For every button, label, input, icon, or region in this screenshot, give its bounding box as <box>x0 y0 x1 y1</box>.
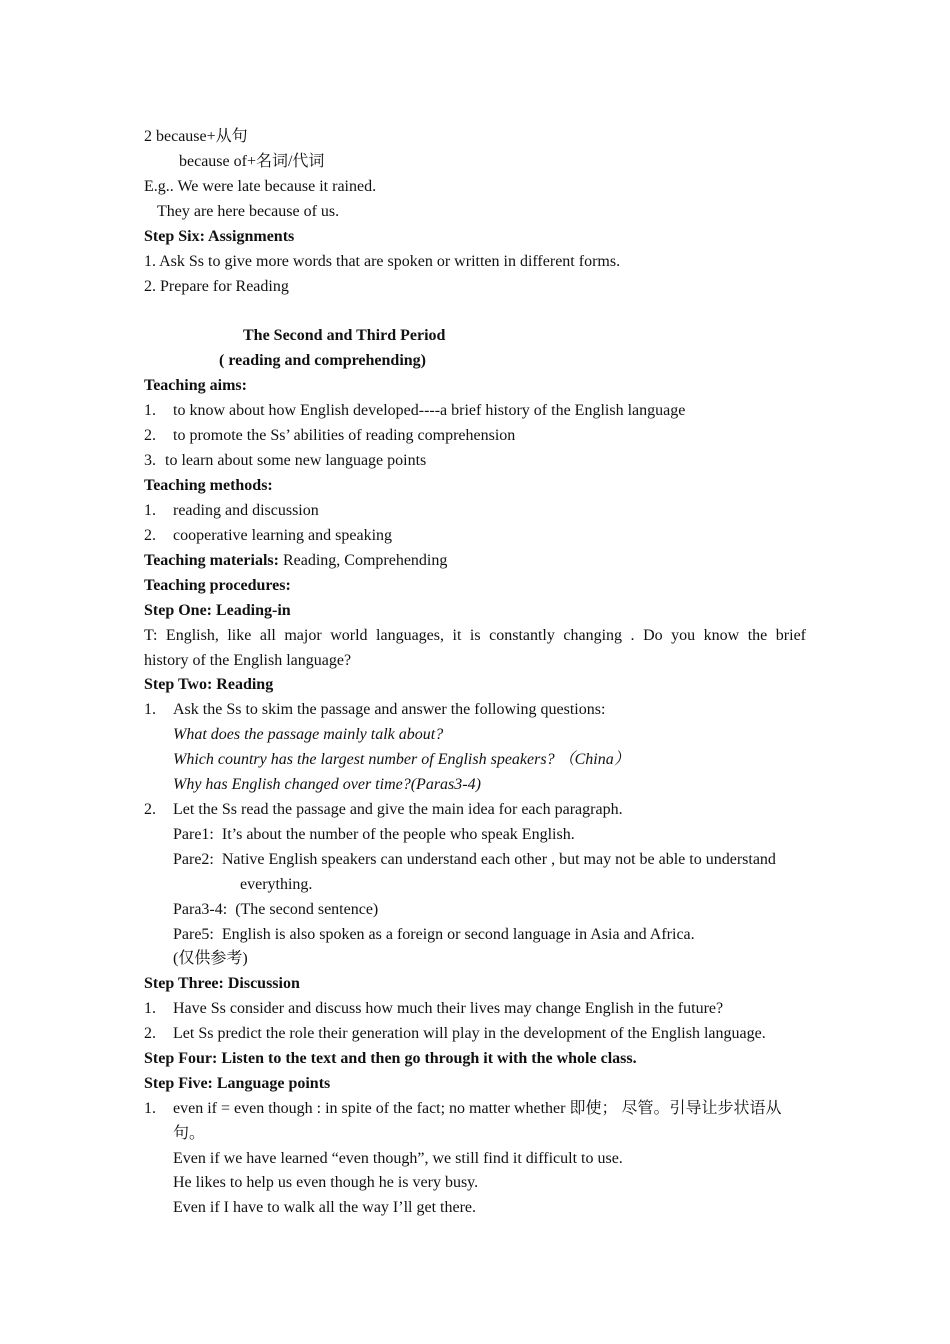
list-text: to learn about some new language points <box>165 452 427 469</box>
list-item <box>144 423 806 448</box>
paragraph-idea <box>173 922 806 947</box>
reference-note: (仅供参考) <box>173 950 248 967</box>
period-subtitle: ( reading and comprehending) <box>219 352 426 369</box>
list-item <box>144 697 806 722</box>
list-text: Have Ss consider and discuss how much their lives may change English in the future? <box>173 1000 724 1017</box>
materials-label: Teaching materials: <box>144 552 279 569</box>
question: Why has English changed over time?(Paras3-4) <box>173 776 481 793</box>
paragraph-idea <box>173 822 806 847</box>
example-sentence: They are here because of us. <box>157 203 340 220</box>
period-title: The Second and Third Period <box>243 327 446 344</box>
para-text: English is also spoken as a foreign or second language in Asia and Africa. <box>221 926 695 943</box>
list-item <box>144 1096 806 1121</box>
section-heading: Step Two: Reading <box>144 676 274 693</box>
list-number: 2. <box>144 1025 156 1042</box>
section-heading: Step Five: Language points <box>144 1075 331 1092</box>
para-text: Native English speakers can understand each other , but may not be able to understand <box>221 851 776 868</box>
because-of-rule: because of+名词/代词 <box>179 153 325 170</box>
list-number: 3. <box>144 452 156 469</box>
paragraph-idea <box>173 847 806 872</box>
list-item <box>144 498 806 523</box>
para-label: Para3-4: <box>173 901 228 918</box>
list-item <box>144 523 806 548</box>
example-sentence: Even if we have learned “even though”, we still find it difficult to use. <box>173 1150 623 1167</box>
section-heading: Step Three: Discussion <box>144 975 300 992</box>
example-sentence: Even if I have to walk all the way I’ll get there. <box>173 1199 476 1216</box>
list-number: 1. <box>144 1100 156 1117</box>
question: Which country has the largest number of English speakers? （China） <box>173 751 630 768</box>
para-text: (The second sentence) <box>235 901 379 918</box>
list-item <box>144 398 806 423</box>
list-item: 1. Ask Ss to give more words that are spoken or written in different forms. <box>144 253 621 270</box>
section-heading: Step Six: Assignments <box>144 228 295 245</box>
paragraph-line: history of the English language? <box>144 652 352 669</box>
list-item <box>144 1021 806 1046</box>
list-text: even if = even though : in spite of the fact; no matter whether 即使； 尽管。引导让步状语从 <box>173 1100 782 1117</box>
list-item <box>144 996 806 1021</box>
list-text: reading and discussion <box>173 502 319 519</box>
paragraph-line: T: English, like all major world languages, it is constantly changing . Do you know the brief <box>144 627 806 644</box>
list-number: 2. <box>144 527 156 544</box>
list-number: 1. <box>144 701 156 718</box>
section-heading: Step Four: Listen to the text and then go through it with the whole class. <box>144 1050 637 1067</box>
para-label: Pare5: <box>173 926 214 943</box>
example-sentence: E.g.. We were late because it rained. <box>144 178 377 195</box>
section-heading: Teaching aims: <box>144 377 247 394</box>
section-heading: Teaching methods: <box>144 477 273 494</box>
list-item <box>144 448 806 473</box>
question: What does the passage mainly talk about? <box>173 726 444 743</box>
list-text-continued: 句。 <box>173 1125 206 1142</box>
list-number: 1. <box>144 1000 156 1017</box>
list-text: Let Ss predict the role their generation will play in the development of the English language. <box>173 1025 766 1042</box>
para-text: It’s about the number of the people who speak English. <box>221 826 575 843</box>
list-text: Ask the Ss to skim the passage and answer the following questions: <box>173 701 606 718</box>
materials-value: Reading, Comprehending <box>278 552 448 569</box>
list-text: to promote the Ss’ abilities of reading comprehension <box>173 427 516 444</box>
list-number: 1. <box>144 402 156 419</box>
list-item <box>144 797 806 822</box>
section-heading: Teaching procedures: <box>144 577 291 594</box>
section-heading: Step One: Leading-in <box>144 602 291 619</box>
list-text: Let the Ss read the passage and give the main idea for each paragraph. <box>173 801 623 818</box>
para-label: Pare1: <box>173 826 214 843</box>
para-label: Pare2: <box>173 851 214 868</box>
paragraph-idea <box>173 897 806 922</box>
materials-line <box>144 548 806 573</box>
list-number: 1. <box>144 502 156 519</box>
list-text: cooperative learning and speaking <box>173 527 393 544</box>
paragraph-idea-continued: everything. <box>240 876 313 893</box>
list-text: to know about how English developed----a brief history of the English language <box>173 402 686 419</box>
example-sentence: He likes to help us even though he is very busy. <box>173 1174 479 1191</box>
list-item: 2. Prepare for Reading <box>144 278 289 295</box>
list-number: 2. <box>144 427 156 444</box>
because-clause-rule: 2 because+从句 <box>144 128 248 145</box>
list-number: 2. <box>144 801 156 818</box>
